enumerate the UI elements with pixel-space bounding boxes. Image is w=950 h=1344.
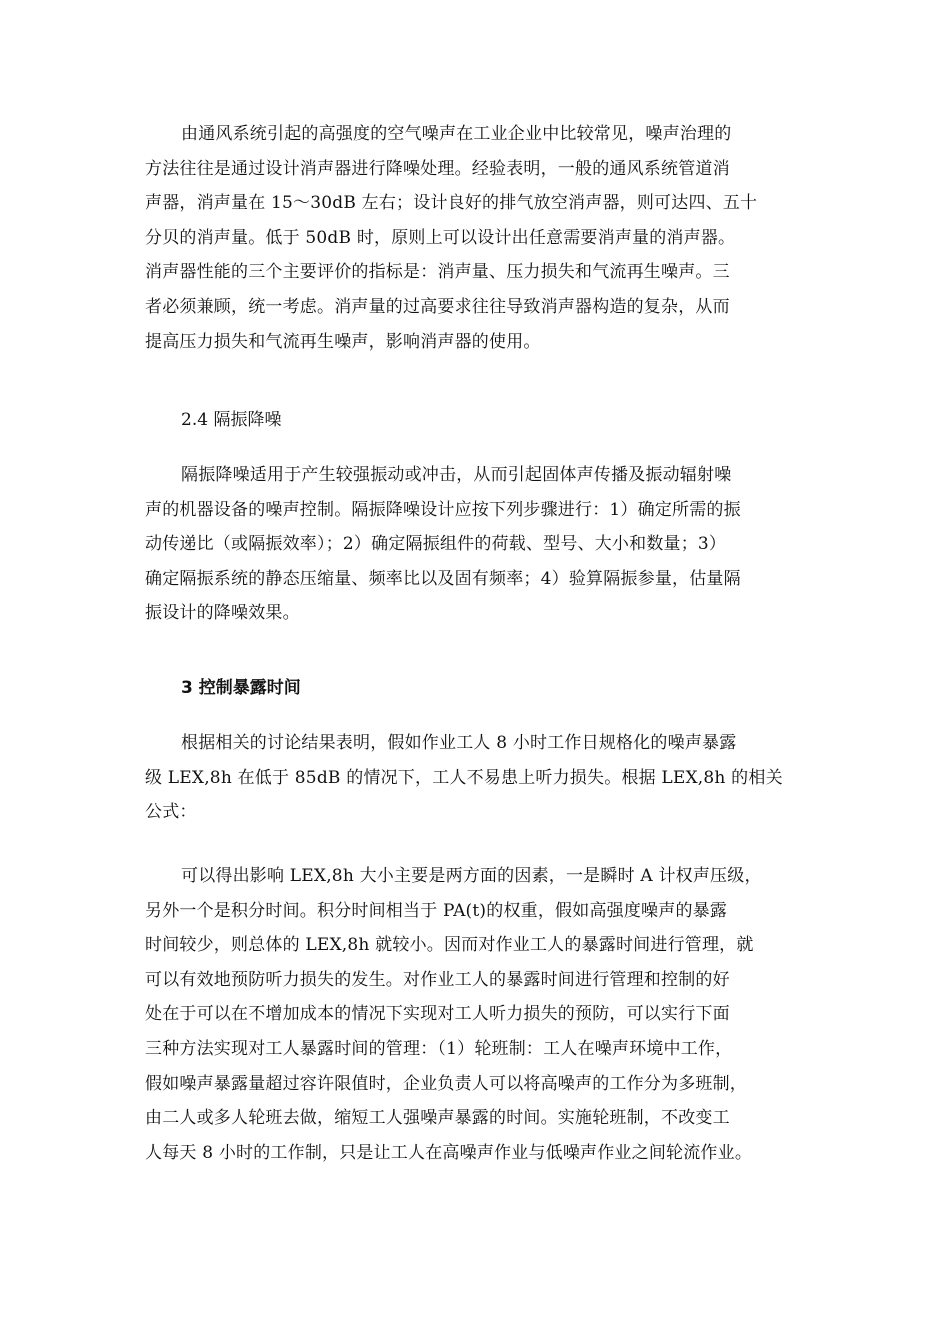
- paragraph-line: 三种方法实现对工人暴露时间的管理：（1）轮班制：工人在噪声环境中工作，: [145, 1038, 733, 1059]
- paragraph-line: 可以得出影响 LEX,8h 大小主要是两方面的因素，一是瞬时 A 计权声压级，: [181, 866, 762, 886]
- paragraph-line: 动传递比（或隔振效率）；2）确定隔振组件的荷载、型号、大小和数量；3）: [145, 534, 727, 555]
- section-heading-2-4: 2.4 隔振降噪: [181, 410, 282, 430]
- paragraph-line: 由通风系统引起的高强度的空气噪声在工业企业中比较常见，噪声治理的: [181, 124, 732, 144]
- paragraph-line: 时间较少，则总体的 LEX,8h 就较小。因而对作业工人的暴露时间进行管理，就: [145, 935, 754, 956]
- paragraph-line: 处在于可以在不增加成本的情况下实现对工人听力损失的预防，可以实行下面: [145, 1004, 730, 1025]
- paragraph-line: 提高压力损失和气流再生噪声，影响消声器的使用。: [145, 331, 541, 352]
- paragraph-line: 级 LEX,8h 在低于 85dB 的情况下，工人不易患上听力损失。根据 LEX,8h 的相关: [145, 767, 783, 788]
- paragraph-line: 消声器性能的三个主要评价的指标是：消声量、压力损失和气流再生噪声。三: [145, 262, 730, 283]
- paragraph-line: 声的机器设备的噪声控制。隔振降噪设计应按下列步骤进行：1）确定所需的振: [145, 499, 741, 520]
- paragraph-line: 由二人或多人轮班去做，缩短工人强噪声暴露的时间。实施轮班制，不改变工: [145, 1108, 730, 1129]
- paragraph-exposure-limit: [145, 726, 805, 830]
- paragraph-vibration-isolation: [145, 458, 805, 631]
- paragraph-line: 另外一个是积分时间。积分时间相当于 PA(t)的权重，假如高强度噪声的暴露: [145, 900, 728, 921]
- paragraph-line: 方法往往是通过设计消声器进行降噪处理。经验表明，一般的通风系统管道消: [145, 158, 730, 179]
- section-heading-3: 3 控制暴露时间: [181, 678, 301, 698]
- paragraph-exposure-management: [145, 859, 805, 1170]
- paragraph-line: 根据相关的讨论结果表明，假如作业工人 8 小时工作日规格化的噪声暴露: [181, 733, 737, 753]
- paragraph-line: 公式：: [145, 802, 197, 823]
- paragraph-line: 声器，消声量在 15～30dB 左右；设计良好的排气放空消声器，则可达四、五十: [145, 193, 758, 214]
- paragraph-line: 者必须兼顾，统一考虑。消声量的过高要求往往导致消声器构造的复杂，从而: [145, 296, 730, 317]
- paragraph-line: 人每天 8 小时的工作制，只是让工人在高噪声作业与低噪声作业之间轮流作业。: [145, 1142, 753, 1163]
- paragraph-line: 振设计的降噪效果。: [145, 603, 300, 624]
- paragraph-line: 分贝的消声量。低于 50dB 时，原则上可以设计出任意需要消声量的消声器。: [145, 227, 736, 248]
- paragraph-line: 可以有效地预防听力损失的发生。对作业工人的暴露时间进行管理和控制的好: [145, 969, 730, 990]
- paragraph-line: 隔振降噪适用于产生较强振动或冲击，从而引起固体声传播及振动辐射噪: [181, 465, 732, 485]
- paragraph-silencer: [145, 117, 805, 359]
- paragraph-line: 假如噪声暴露量超过容许限值时，企业负责人可以将高噪声的工作分为多班制，: [145, 1073, 747, 1094]
- paragraph-line: 确定隔振系统的静态压缩量、频率比以及固有频率；4）验算隔振参量，估量隔: [145, 568, 741, 589]
